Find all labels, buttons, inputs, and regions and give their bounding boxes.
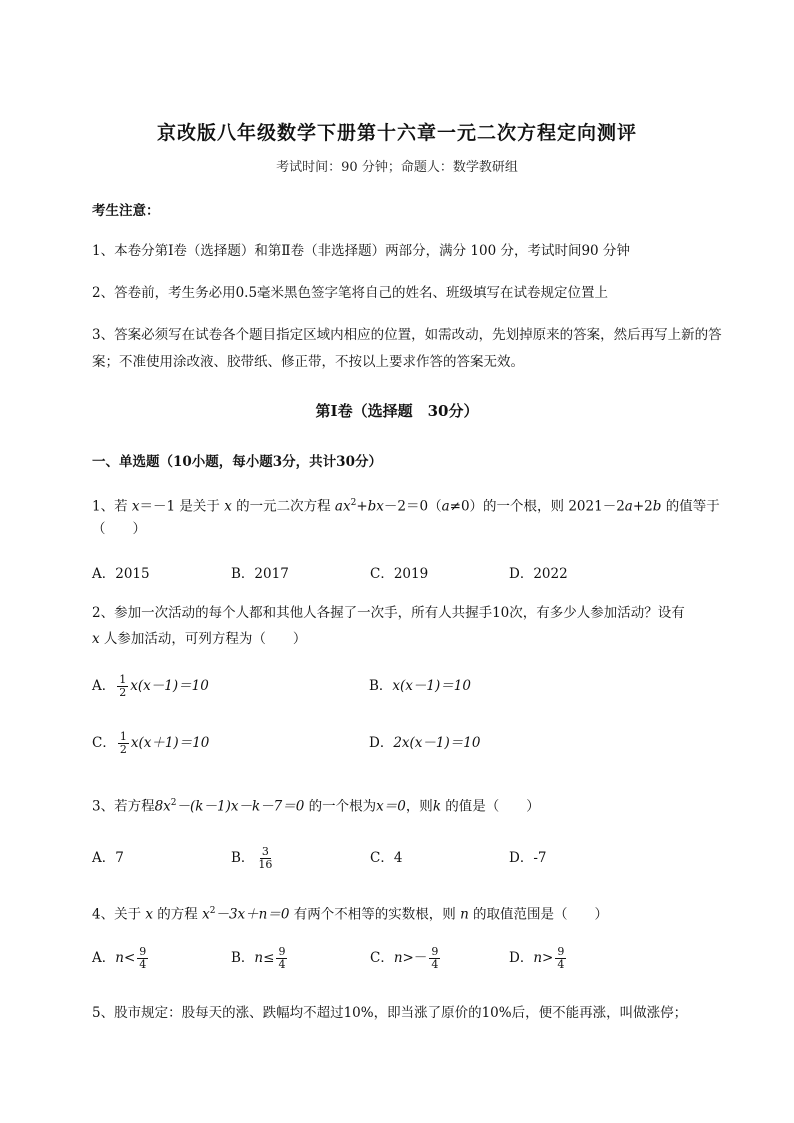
question-4-options bbox=[92, 946, 734, 971]
q1-var: ax bbox=[334, 498, 351, 515]
q1-text: 1、若 bbox=[92, 498, 132, 515]
question-1-blank: （ ） bbox=[92, 521, 146, 537]
q3-text: 的一个根为 bbox=[304, 798, 377, 815]
q2-option-a-label: A． bbox=[92, 678, 116, 694]
q4-option-b-label: B． bbox=[231, 950, 255, 966]
q4-option-b-op: ≤ bbox=[263, 950, 275, 966]
q3-text: ，则 bbox=[405, 798, 433, 815]
fraction-denominator: 4 bbox=[278, 958, 286, 971]
exam-title: 京改版八年级数学下册第十六章一元二次方程定向测评 bbox=[156, 122, 637, 144]
q3-text: 的值是（ ） bbox=[441, 798, 540, 815]
fraction-numerator: 9 bbox=[431, 945, 439, 958]
q3-option-b-label: B． bbox=[231, 850, 255, 866]
question-4-stem bbox=[92, 898, 734, 928]
question-2-stem-line2 bbox=[92, 626, 734, 652]
question-2-options-row1 bbox=[92, 674, 734, 699]
notice-item-3: 3、答案必须写在试卷各个题目指定区域内相应的位置，如需改动，先划掉原来的答案，然后再写上新的答案；不准使用涂改液、胶带纸、修正带，不按以上要求作答的答案无效。 bbox=[92, 327, 722, 370]
q4-option-c-var: n bbox=[393, 950, 403, 966]
q4-text: 的取值范围是（ ） bbox=[468, 906, 609, 923]
q1-option-c[interactable]: C．2019 bbox=[370, 566, 429, 582]
q2-option-c[interactable] bbox=[92, 731, 369, 756]
q1-var: x bbox=[131, 498, 140, 515]
q3-expr: －(k－1)x－k－7＝0 bbox=[176, 798, 305, 815]
q4-option-a-var: n bbox=[115, 950, 124, 966]
q2-option-d-label: D． bbox=[369, 735, 394, 751]
q4-option-b[interactable] bbox=[231, 946, 370, 971]
fraction-denominator: 16 bbox=[258, 858, 273, 871]
q4-option-c-fraction bbox=[429, 946, 440, 971]
q1-var: a bbox=[624, 498, 633, 515]
q4-option-b-var: n bbox=[254, 950, 264, 966]
fraction-numerator: 3 bbox=[261, 845, 269, 858]
q2-option-a-expr: x(x－1)＝10 bbox=[130, 678, 209, 694]
q3-option-b[interactable] bbox=[231, 846, 370, 871]
q4-text: 4、关于 bbox=[92, 906, 146, 923]
question-3-stem bbox=[92, 790, 734, 820]
q4-exponent: 2 bbox=[209, 906, 216, 916]
q3-expr: 8x bbox=[154, 798, 171, 815]
q1-var: bx bbox=[367, 498, 384, 515]
q3-expr: x＝0 bbox=[376, 798, 406, 815]
q4-option-d[interactable] bbox=[509, 946, 568, 971]
q4-option-c[interactable] bbox=[370, 946, 509, 971]
q3-option-a[interactable]: A．7 bbox=[92, 850, 124, 866]
question-2-options-row2 bbox=[92, 731, 734, 756]
q2-option-b-expr: x(x－1)＝10 bbox=[392, 678, 471, 694]
q2-option-c-label: C． bbox=[92, 735, 116, 751]
q3-option-b-fraction bbox=[256, 846, 274, 871]
question-5-stem: 5、股市规定：股每天的涨、跌幅均不超过10%，即当涨了原价的10%后，便不能再涨，叫做涨停； bbox=[92, 1005, 688, 1021]
q2-option-c-fraction bbox=[118, 731, 129, 756]
section-title: 第Ⅰ卷（选择题 30分） bbox=[315, 402, 479, 420]
fraction-numerator: 9 bbox=[557, 945, 565, 958]
q4-option-d-op: > bbox=[542, 950, 554, 966]
q3-exponent: 2 bbox=[170, 798, 177, 808]
q1-text: +2 bbox=[632, 498, 653, 515]
q4-option-d-fraction bbox=[555, 946, 566, 971]
q3-text: 3、若方程 bbox=[92, 798, 155, 815]
q2-option-d-expr: 2x(x－1)＝10 bbox=[393, 735, 481, 751]
q1-var: x bbox=[224, 498, 232, 515]
q4-option-a-label: A． bbox=[92, 950, 116, 966]
q4-var: n bbox=[460, 906, 469, 923]
fraction-numerator: 9 bbox=[139, 945, 147, 958]
notice-item-2: 2、答卷前，考生务必用0.5毫米黑色签字笔将自己的姓名、班级填写在试卷规定位置上 bbox=[92, 285, 609, 301]
fraction-denominator: 4 bbox=[139, 958, 147, 971]
q2-option-a[interactable] bbox=[92, 674, 369, 699]
question-3-options bbox=[92, 846, 734, 871]
q2-option-b-label: B． bbox=[369, 678, 393, 694]
q1-option-d[interactable]: D．2022 bbox=[509, 566, 568, 582]
q1-option-b[interactable]: B．2017 bbox=[231, 566, 289, 582]
q4-option-b-fraction bbox=[276, 946, 287, 971]
q2-option-b[interactable] bbox=[369, 674, 471, 699]
q4-var: x bbox=[145, 906, 154, 923]
part-heading: 一、单选题（10小题，每小题3分，共计30分） bbox=[92, 454, 382, 470]
q1-text: －2＝0（ bbox=[383, 498, 442, 515]
q1-text: 的一元二次方程 bbox=[231, 498, 335, 515]
q1-text: + bbox=[356, 498, 368, 515]
q4-expr: x bbox=[202, 906, 210, 923]
notice-item-1: 1、本卷分第Ⅰ卷（选择题）和第Ⅱ卷（非选择题）两部分，满分 100 分，考试时间90 分钟 bbox=[92, 243, 630, 259]
fraction-numerator: 1 bbox=[119, 730, 127, 743]
q2-option-a-fraction bbox=[117, 674, 128, 699]
q1-var: a bbox=[441, 498, 450, 515]
question-1-options bbox=[92, 562, 734, 582]
question-2-stem: 2、参加一次活动的每个人都和其他人各握了一次手，所有人共握手10次，有多少人参加活动？设有 bbox=[92, 605, 685, 621]
q4-option-a-op: < bbox=[123, 950, 136, 966]
q2-option-c-expr: x(x＋1)＝10 bbox=[130, 735, 210, 751]
q1-var: b bbox=[652, 498, 662, 515]
fraction-numerator: 1 bbox=[119, 673, 127, 686]
fraction-denominator: 2 bbox=[119, 686, 127, 699]
q1-text: ≠0）的一个根，则 2021－2 bbox=[449, 498, 625, 515]
q4-option-c-label: C． bbox=[370, 950, 394, 966]
q2-text: 人参加活动，可列方程为（ ） bbox=[99, 631, 307, 647]
q1-option-a[interactable]: A．2015 bbox=[92, 566, 150, 582]
fraction-numerator: 9 bbox=[278, 945, 286, 958]
q4-option-d-label: D． bbox=[509, 950, 534, 966]
q1-text: 的值等于 bbox=[661, 498, 720, 515]
q4-option-d-var: n bbox=[533, 950, 543, 966]
q4-option-a[interactable] bbox=[92, 946, 231, 971]
exam-subtitle: 考试时间：90 分钟；命题人：数学教研组 bbox=[276, 160, 518, 175]
q4-text: 有两个不相等的实数根，则 bbox=[289, 906, 461, 923]
fraction-denominator: 4 bbox=[431, 958, 439, 971]
q4-text: 的方程 bbox=[153, 906, 203, 923]
q4-expr: －3x＋n＝0 bbox=[215, 906, 290, 923]
q2-var: x bbox=[92, 631, 100, 647]
notice-heading: 考生注意： bbox=[92, 203, 160, 219]
q3-option-d[interactable]: D．-7 bbox=[509, 850, 547, 866]
fraction-denominator: 4 bbox=[557, 958, 565, 971]
fraction-denominator: 2 bbox=[119, 743, 127, 756]
q1-text: ＝－1 是关于 bbox=[139, 498, 225, 515]
q4-option-c-op: >－ bbox=[402, 950, 428, 966]
q3-option-c[interactable]: C．4 bbox=[370, 850, 403, 866]
q3-var: k bbox=[432, 798, 441, 815]
q1-exponent: 2 bbox=[350, 498, 357, 508]
q4-option-a-fraction bbox=[137, 946, 148, 971]
q2-option-d[interactable] bbox=[369, 731, 480, 756]
